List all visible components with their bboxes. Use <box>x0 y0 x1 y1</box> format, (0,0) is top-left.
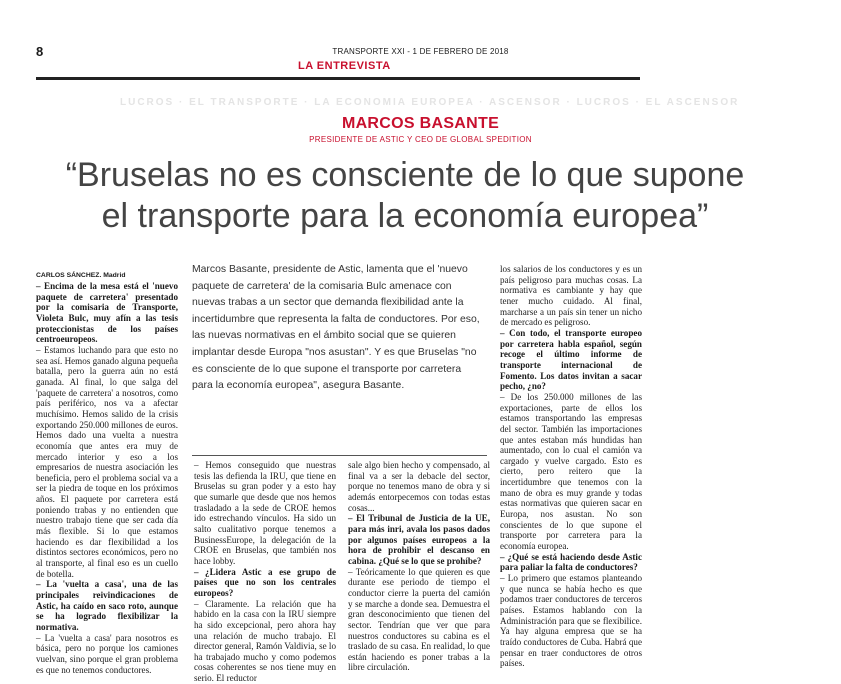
question-paragraph: – Encima de la mesa está el 'nuevo paquete de carretera' presentado por la comisaria de Transporte, Violeta Bulc, muy afín a las tesis proteccionistas de los países centroeuropeos. <box>36 281 178 345</box>
column-1 <box>36 281 178 675</box>
lead-paragraph: Marcos Basante, presidente de Astic, lamenta que el 'nuevo paquete de carretera' de la comisaria Bulc amenace con nuevas trabas a un sector que demanda flexibilidad ante la incertidumbre que representa la falta de conductores. Por eso, las nuevas normativas en el ámbito social que se quieren implantar desde Europa "nos asustan". Y es que Bruselas "no es consciente de lo que supone el transporte por carretera para la economía europea", asegura Basante. <box>192 264 480 392</box>
answer-paragraph: – Teóricamente lo que quieren es que durante ese periodo de tiempo el conductor cierre la puerta del camión y se marche a donde sea. Demuestra el gran desconocimiento que tienen del sector. Tendrían que ver que para nuestros conductores su cabina es el traslado de su casa. En realidad, lo que están haciendo es poner trabas a la libre circulación. <box>348 566 490 673</box>
answer-paragraph: – Hemos conseguido que nuestras tesis las defienda la IRU, que tiene en Bruselas su gran poder y a esto hay que sumarle que desde que nos hemos trasladado a la sede de CROE hemos ido estrechando vínculos. Ha sido un salto cualitativo porque tenemos a BusinessEurope, la delegación de la CROE en Bruselas, que también nos hace lobby. <box>194 460 336 566</box>
answer-paragraph: – La 'vuelta a casa' para nosotros es básica, pero no porque los camiones vuelvan, sino porque el gran problema es que no tenemos conductores. <box>36 632 178 675</box>
column-3 <box>348 460 490 673</box>
lead-rule <box>192 455 487 456</box>
section-label: LA ENTREVISTA <box>298 60 391 72</box>
question-paragraph: – ¿Lidera Astic a ese grupo de países que no son los centrales europeos? <box>194 566 336 598</box>
column-2 <box>194 460 336 684</box>
publication-header: TRANSPORTE XXI - 1 DE FEBRERO DE 2018 <box>332 47 509 56</box>
answer-paragraph: los salarios de los conductores y es un país peligroso para muchas cosas. La normativa es cambiante y hay que tener mucho cuidado. Al final, marcharse a un país sin tener un nicho de mercado es peligroso. <box>500 264 642 328</box>
headline-line-1: “Bruselas no es consciente de lo que supone <box>65 156 745 194</box>
answer-paragraph: – Claramente. La relación que ha habido en la casa con la IRU siempre ha sido excepcional, pero ahora hay una relación de mucho trabajo. El director general, Ramón Valdivia, se lo ha trabajado mucho y como podemos cosas coherentes se nos tiene muy en serio. El reductor <box>194 598 337 684</box>
answer-paragraph: – Lo primero que estamos planteando y que nunca se había hecho es que podamos traer conductores de terceros países. Estamos hablando con la Administración para que se flexibilice. Ya hay alguna empresa que se ha traído conductores de Cuba. Habrá que pensar en traer conductores de otros países. <box>500 573 642 669</box>
answer-paragraph: sale algo bien hecho y compensado, al final va a ser la debacle del sector, porque no tenemos mano de obra y si además entorpecemos con todas estas cosas... <box>348 460 490 513</box>
headline <box>20 155 790 237</box>
answer-paragraph: – De los 250.000 millones de las exportaciones, parte de ellos los estamos transportando las empresas del sector. También las importaciones que antes estaban más hundidas han aumentado, con lo cual el camión va cargado y vuelve cargado. Esto es cierto, pero reitero que la incertidumbre que tenemos con la mano de obra es muy grande y todas estas normativas que quieren sacar en Europa, nos asustan. No son conscientes de lo que supone el transporte por carretera para la economía europea. <box>500 391 642 552</box>
column-4 <box>500 264 642 669</box>
question-paragraph: – Con todo, el transporte europeo por carretera habla español, según recoge el último informe de transporte internacional de Fomento. Los datos invitan a sacar pecho, ¿no? <box>500 327 642 392</box>
header-rule <box>36 77 640 80</box>
page-number: 8 <box>36 44 44 59</box>
answer-paragraph: – Estamos luchando para que esto no sea así. Hemos ganado alguna pequeña batalla, pero la guerra aún no está ganada. Al final, lo que salga del 'paquete de carretera' a nosotros, como país periférico, nos va a afectar muchísimo. Hemos salido de la crisis exportando 250.000 millones de euros. Hemos dado una vuelta a nuestra economía que antes era muy de mercado interior y eso a los empresarios de nuestra asociación les beneficia, pero el problema social va a ser la piedra de toque en los próximos años. El paquete por carretera está poniendo trabas y no entienden que nuestro trabajo tiene que ser cada día más flexible. Si lo que estamos haciendo es dar flexibilidad a los distintos sectores económicos, pero no al transporte, al final eso es un cuello de botella. <box>36 344 178 579</box>
headline-line-2: el transporte para la economía europea” <box>101 197 709 235</box>
byline: CARLOS SÁNCHEZ. Madrid <box>36 272 126 279</box>
question-paragraph: – ¿Qué se está haciendo desde Astic para paliar la falta de conductores? <box>500 551 642 573</box>
question-paragraph: – El Tribunal de Justicia de la UE, para más inri, avala los pasos dados por algunos países europeos a la hora de prohibir el descanso en cabina. ¿Qué se lo que se prohíbe? <box>348 513 490 566</box>
question-paragraph: – La 'vuelta a casa', una de las principales reivindicaciones de Astic, ha caído en saco roto, aunque se ha logrado flexibilizar la normativa. <box>36 579 178 632</box>
interviewee-name: MARCOS BASANTE <box>341 115 500 132</box>
interviewee-role: PRESIDENTE DE ASTIC Y CEO DE GLOBAL SPEDITION <box>309 135 532 144</box>
bleed-through-text: LUCROS · EL TRANSPORTE · LA ECONOMIA EUROPEA · ASCENSOR · LUCROS · EL ASCENSOR <box>120 97 740 108</box>
